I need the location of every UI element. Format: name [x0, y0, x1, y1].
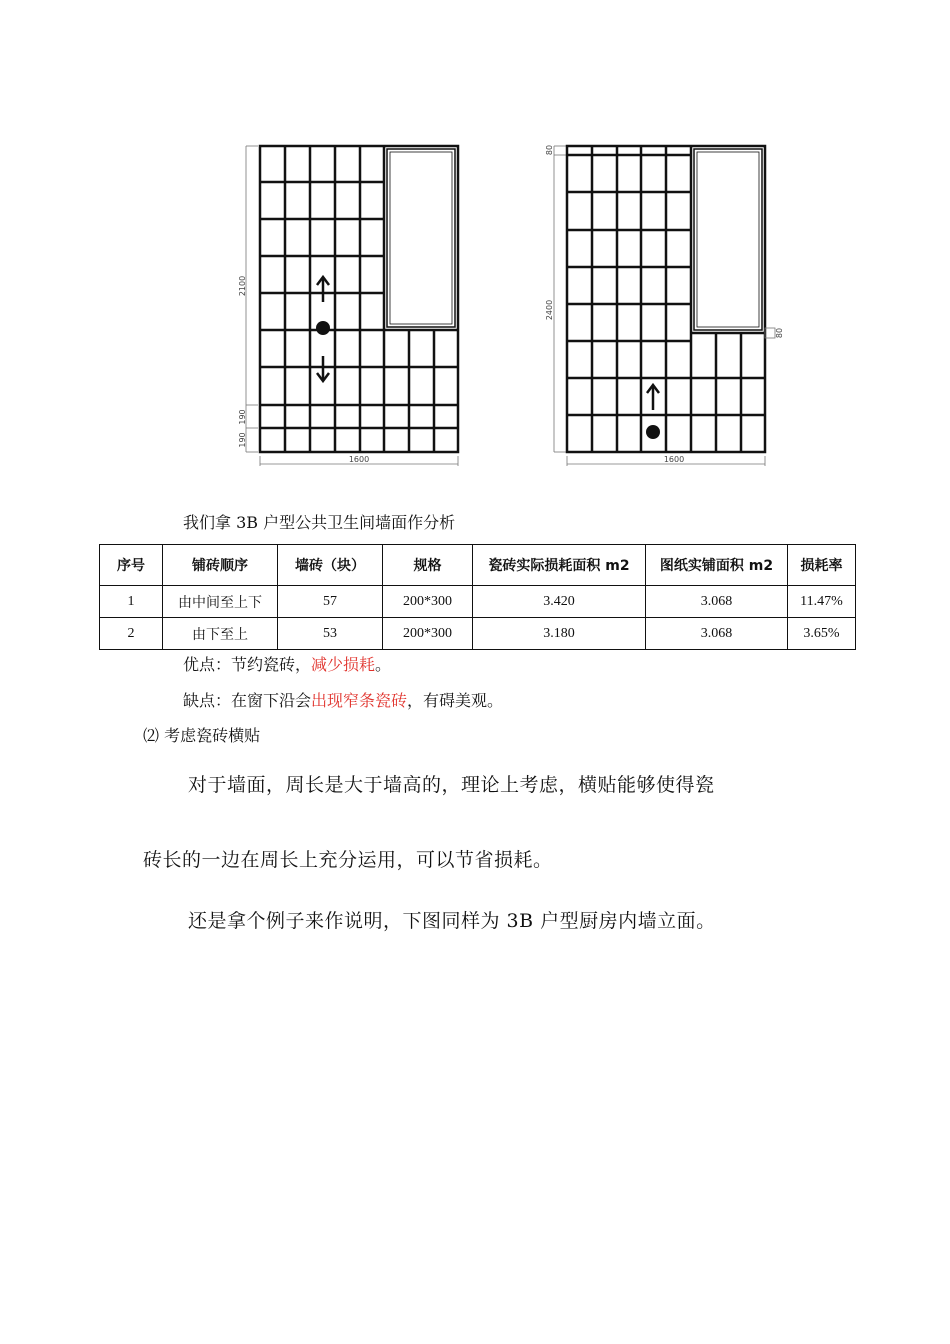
table-cell: 3.420 [473, 586, 646, 618]
diagram-2-height-label: 2400 [545, 299, 554, 321]
col-header-index: 序号 [100, 545, 163, 586]
cons-highlight: 出现窄条瓷砖 [311, 691, 408, 710]
pros-highlight: 减少损耗 [311, 655, 376, 674]
diagram-1-width-label: 1600 [348, 455, 370, 464]
col-header-count: 墙砖（块） [278, 545, 383, 586]
cons-suffix: ，有碍美观。 [407, 691, 504, 710]
table-row [100, 618, 856, 650]
col-header-order: 铺砖顺序 [163, 545, 278, 586]
table-cell: 200*300 [383, 618, 473, 650]
table-row [100, 586, 856, 618]
table-cell: 200*300 [383, 586, 473, 618]
paragraph-2: 还是拿个例子来作说明，下图同样为 3B 户型厨房内墙立面。 [188, 910, 716, 932]
tile-loss-table [99, 544, 856, 650]
diagram-1-svg [236, 140, 471, 472]
pros-prefix: 优点：节约瓷砖， [183, 655, 312, 674]
diagram-1-bottom-label-2: 190 [238, 432, 247, 448]
diagram-2-side-label: 80 [775, 327, 784, 339]
col-header-spec: 规格 [383, 545, 473, 586]
paragraph-1-line-2: 砖长的一边在周长上充分运用，可以节省损耗。 [143, 849, 553, 871]
table-cell: 3.180 [473, 618, 646, 650]
col-header-plan-area: 图纸实铺面积 m2 [646, 545, 788, 586]
pros-suffix: 。 [375, 655, 392, 674]
diagram-1-height-label: 2100 [238, 275, 247, 297]
pros-note [183, 652, 391, 675]
table-cell: 1 [100, 586, 163, 618]
table-cell: 11.47% [788, 586, 856, 618]
diagram-2-top-label: 80 [545, 144, 554, 156]
col-header-actual-area: 瓷砖实际损耗面积 m2 [473, 545, 646, 586]
table-cell: 53 [278, 618, 383, 650]
cons-prefix: 缺点：在窗下沿会 [183, 691, 312, 710]
table-cell: 3.068 [646, 618, 788, 650]
subheading: ⑵ 考虑瓷砖横贴 [143, 726, 261, 745]
table-cell: 3.068 [646, 586, 788, 618]
table-header-row [100, 545, 856, 586]
table-cell: 3.65% [788, 618, 856, 650]
table-cell: 57 [278, 586, 383, 618]
paragraph-1-line-1: 对于墙面，周长是大于墙高的，理论上考虑，横贴能够使得瓷 [188, 774, 715, 796]
table-cell: 由下至上 [163, 618, 278, 650]
figure-caption: 我们拿 3B 户型公共卫生间墙面作分析 [183, 513, 456, 532]
col-header-loss-rate: 损耗率 [788, 545, 856, 586]
tile-layout-diagram-2 [540, 140, 790, 472]
diagram-1-bottom-label-1: 190 [238, 409, 247, 425]
diagram-2-svg [540, 140, 790, 472]
table-cell: 由中间至上下 [163, 586, 278, 618]
cons-note [183, 688, 503, 711]
table-cell: 2 [100, 618, 163, 650]
tile-layout-diagram-1 [236, 140, 471, 472]
diagram-2-width-label: 1600 [663, 455, 685, 464]
